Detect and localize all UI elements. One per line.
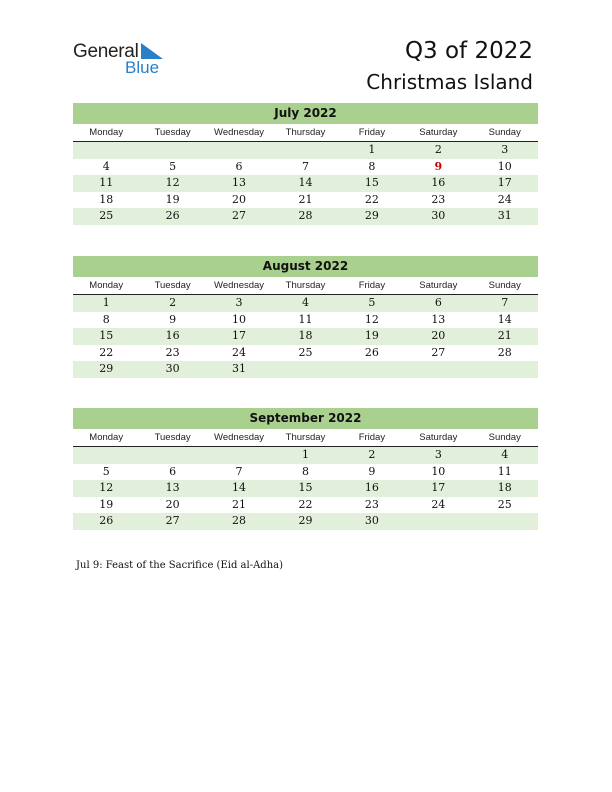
holiday-notes: [76, 560, 283, 571]
weekday-label: Sunday: [488, 280, 521, 291]
day-cell: 25: [298, 345, 313, 359]
day-cell: 9: [169, 312, 177, 326]
weekday-label: Friday: [358, 432, 386, 443]
week-row: [73, 208, 538, 225]
day-cell: 17: [431, 481, 446, 495]
month-calendar-july: [73, 103, 538, 225]
week-row: [73, 159, 538, 176]
day-cell: 27: [431, 345, 446, 359]
day-cell: 13: [165, 481, 180, 495]
day-cell: 24: [431, 497, 446, 511]
day-cell: [206, 447, 272, 464]
weekday-label: Monday: [89, 127, 124, 138]
day-cell: 17: [497, 176, 512, 190]
day-cell: 1: [301, 448, 309, 461]
day-cell: 14: [232, 481, 247, 495]
day-cell: 21: [232, 497, 247, 511]
weekday-label: Sunday: [488, 432, 521, 443]
page-title: Q3 of 2022: [404, 38, 533, 64]
day-cell: 15: [298, 481, 313, 495]
month-header: July 2022: [73, 103, 538, 124]
day-cell: [472, 361, 538, 378]
day-cell: 22: [99, 345, 114, 359]
day-cell: [405, 513, 471, 530]
day-cell: 2: [434, 143, 442, 156]
day-cell: 13: [431, 312, 446, 326]
day-cell: 5: [169, 159, 177, 173]
day-cell: 8: [102, 312, 110, 326]
day-cell: 12: [99, 481, 114, 495]
day-cell: 3: [501, 143, 509, 156]
day-cell: 18: [497, 481, 512, 495]
day-cell: 25: [99, 209, 114, 223]
day-cell: 19: [364, 329, 379, 343]
week-row: [73, 192, 538, 209]
day-cell: 5: [102, 464, 110, 478]
week-row: [73, 447, 538, 464]
day-cell: 10: [497, 159, 512, 173]
week-row: [73, 497, 538, 514]
day-cell: [73, 447, 139, 464]
week-row: [73, 142, 538, 159]
weekday-header-row: [73, 277, 538, 295]
day-cell: 6: [434, 296, 442, 309]
weekday-label: Monday: [89, 280, 124, 291]
day-cell: 24: [232, 345, 247, 359]
day-cell: 23: [431, 192, 446, 206]
day-cell: 13: [232, 176, 247, 190]
weekday-label: Thursday: [285, 127, 326, 138]
day-cell: 14: [298, 176, 313, 190]
weekday-label: Wednesday: [214, 280, 265, 291]
day-cell: 1: [102, 296, 110, 309]
day-cell: 21: [497, 329, 512, 343]
day-cell: 10: [431, 464, 446, 478]
day-cell: 20: [431, 329, 446, 343]
day-cell: 18: [99, 192, 114, 206]
week-row: [73, 295, 538, 312]
day-cell: 4: [301, 296, 309, 309]
weekday-label: Saturday: [419, 432, 458, 443]
day-cell: 8: [301, 464, 309, 478]
weekday-label: Wednesday: [214, 432, 265, 443]
day-cell: 30: [364, 514, 379, 528]
day-cell: 12: [364, 312, 379, 326]
day-cell: 2: [368, 448, 376, 461]
day-cell: 29: [364, 209, 379, 223]
weekday-header-row: [73, 124, 538, 142]
week-row: [73, 480, 538, 497]
week-row: [73, 513, 538, 530]
weekday-label: Friday: [358, 127, 386, 138]
weekday-label: Wednesday: [214, 127, 265, 138]
day-cell: [339, 361, 405, 378]
day-cell: 11: [497, 464, 512, 478]
holiday-day-cell: 9: [434, 159, 443, 173]
generalblue-logo: [73, 41, 183, 81]
month-header: September 2022: [73, 408, 538, 429]
day-cell: [272, 142, 338, 159]
day-cell: 9: [368, 464, 376, 478]
day-cell: 7: [501, 296, 509, 309]
day-cell: 2: [169, 296, 177, 309]
logo-flag-icon: [141, 43, 163, 59]
day-cell: 3: [235, 296, 243, 309]
weekday-label: Thursday: [285, 280, 326, 291]
day-cell: 28: [298, 209, 313, 223]
day-cell: 12: [165, 176, 180, 190]
month-calendar-september: [73, 408, 538, 530]
week-row: [73, 361, 538, 378]
day-cell: 30: [431, 209, 446, 223]
day-cell: 26: [99, 514, 114, 528]
day-cell: 10: [232, 312, 247, 326]
month-calendar-august: [73, 256, 538, 378]
day-cell: 5: [368, 296, 376, 309]
day-cell: [206, 142, 272, 159]
week-row: [73, 464, 538, 481]
day-cell: 6: [235, 159, 243, 173]
day-cell: 29: [298, 514, 313, 528]
month-header: August 2022: [73, 256, 538, 277]
day-cell: 29: [99, 362, 114, 376]
day-cell: 16: [165, 329, 180, 343]
day-cell: 6: [169, 464, 177, 478]
week-row: [73, 312, 538, 329]
weekday-label: Tuesday: [154, 280, 191, 291]
day-cell: [472, 513, 538, 530]
weekday-label: Monday: [89, 432, 124, 443]
day-cell: 20: [232, 192, 247, 206]
weekday-label: Sunday: [488, 127, 521, 138]
logo-word-blue: Blue: [125, 58, 160, 77]
week-row: [73, 328, 538, 345]
week-row: [73, 345, 538, 362]
page-subtitle: Christmas Island: [366, 70, 533, 94]
day-cell: 24: [497, 192, 512, 206]
day-cell: 18: [298, 329, 313, 343]
day-cell: 27: [165, 514, 180, 528]
day-cell: [272, 361, 338, 378]
day-cell: 31: [497, 209, 512, 223]
day-cell: 16: [431, 176, 446, 190]
day-cell: 26: [165, 209, 180, 223]
day-cell: [139, 142, 205, 159]
day-cell: 8: [368, 159, 376, 173]
day-cell: 23: [165, 345, 180, 359]
day-cell: 11: [298, 312, 313, 326]
day-cell: 28: [232, 514, 247, 528]
day-cell: 7: [235, 464, 243, 478]
weekday-label: Saturday: [419, 280, 458, 291]
weekday-label: Tuesday: [154, 127, 191, 138]
day-cell: [73, 142, 139, 159]
day-cell: 28: [497, 345, 512, 359]
day-cell: 7: [301, 159, 309, 173]
day-cell: 23: [364, 497, 379, 511]
day-cell: 11: [99, 176, 114, 190]
holiday-note: Jul 9: Feast of the Sacrifice (Eid al-Adha): [76, 560, 283, 571]
weekday-label: Saturday: [419, 127, 458, 138]
day-cell: 30: [165, 362, 180, 376]
weekday-header-row: [73, 429, 538, 447]
day-cell: [405, 361, 471, 378]
day-cell: 27: [232, 209, 247, 223]
weekday-label: Thursday: [285, 432, 326, 443]
day-cell: 26: [364, 345, 379, 359]
day-cell: 19: [165, 192, 180, 206]
day-cell: 17: [232, 329, 247, 343]
day-cell: 22: [298, 497, 313, 511]
logo-word-general: General: [73, 41, 139, 62]
day-cell: 22: [364, 192, 379, 206]
day-cell: 15: [364, 176, 379, 190]
day-cell: 21: [298, 192, 313, 206]
day-cell: 3: [434, 448, 442, 461]
day-cell: 16: [364, 481, 379, 495]
day-cell: 31: [232, 362, 247, 376]
day-cell: 1: [368, 143, 376, 156]
weekday-label: Friday: [358, 280, 386, 291]
day-cell: 20: [165, 497, 180, 511]
day-cell: 14: [497, 312, 512, 326]
day-cell: 4: [501, 448, 509, 461]
day-cell: [139, 447, 205, 464]
day-cell: 15: [99, 329, 114, 343]
day-cell: 25: [497, 497, 512, 511]
week-row: [73, 175, 538, 192]
weekday-label: Tuesday: [154, 432, 191, 443]
day-cell: 19: [99, 497, 114, 511]
day-cell: 4: [102, 159, 110, 173]
